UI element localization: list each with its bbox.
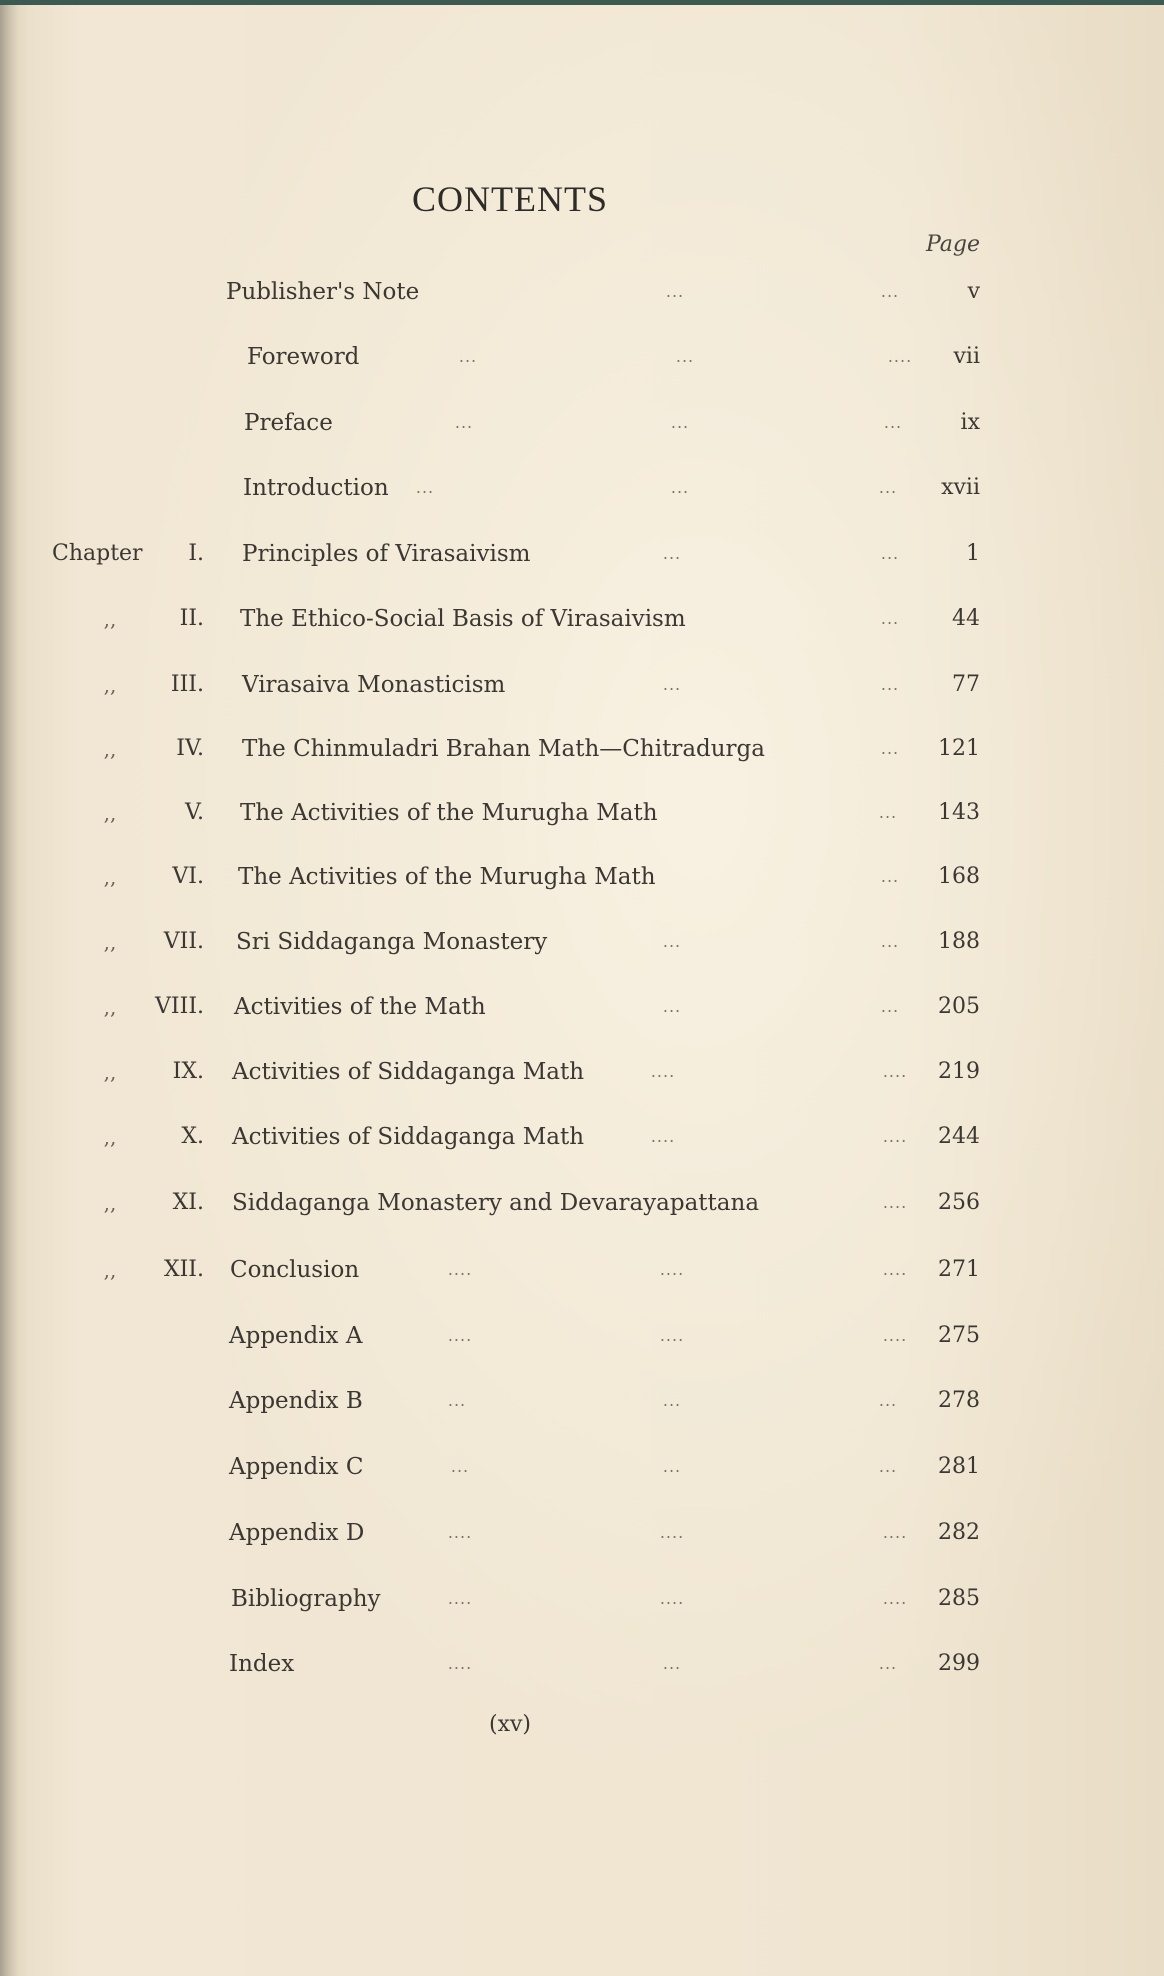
toc-entry-page: 299 (938, 1651, 980, 1676)
dot-leader: .... (650, 1127, 676, 1146)
toc-entry (0, 468, 1164, 508)
dot-leader: ... (670, 413, 690, 432)
toc-entry (0, 403, 1164, 443)
dot-leader: .... (447, 1654, 473, 1673)
toc-entry-title: The Chinmuladri Brahan Math—Chitradurga (242, 736, 765, 762)
dot-leader: ... (662, 1457, 682, 1476)
dot-leader: ... (883, 413, 903, 432)
dot-leader: ... (878, 1654, 898, 1673)
toc-entry-title: The Activities of the Murugha Math (240, 800, 658, 826)
dot-leader: ... (458, 347, 478, 366)
dot-leader: ... (665, 282, 685, 301)
toc-entry-title: Index (229, 1651, 295, 1677)
chapter-number: X. (181, 1124, 204, 1149)
toc-entry-page: 1 (966, 541, 980, 566)
toc-entry (0, 1316, 1164, 1356)
dot-leader: .... (882, 1127, 908, 1146)
toc-entry (0, 1052, 1164, 1092)
ditto-mark: ,, (103, 1060, 117, 1084)
toc-entry-page: 275 (938, 1323, 980, 1348)
toc-entry-title: Publisher's Note (226, 279, 420, 305)
toc-entry-page: 271 (938, 1257, 980, 1282)
dot-leader: ... (880, 932, 900, 951)
ditto-mark: ,, (103, 930, 117, 954)
toc-entry (0, 1381, 1164, 1421)
toc-entry-page: ix (960, 410, 980, 435)
ditto-mark: ,, (103, 607, 117, 631)
chapter-number: VI. (172, 864, 204, 889)
dot-leader: ... (415, 478, 435, 497)
dot-leader: .... (882, 1523, 908, 1542)
dot-leader: ... (878, 1391, 898, 1410)
toc-entry (0, 1644, 1164, 1684)
dot-leader: ... (454, 413, 474, 432)
toc-entry-title: Principles of Virasaivism (242, 541, 531, 567)
dot-leader: .... (887, 347, 913, 366)
dot-leader: .... (650, 1062, 676, 1081)
toc-entry (0, 1447, 1164, 1487)
toc-entry (0, 1250, 1164, 1290)
chapter-number: IV. (176, 736, 204, 761)
toc-entry-page: 77 (952, 672, 980, 697)
toc-entry-title: Siddaganga Monastery and Devarayapattana (232, 1190, 760, 1216)
toc-entry-title: Bibliography (231, 1586, 381, 1612)
toc-entry (0, 987, 1164, 1027)
dot-leader: ... (880, 997, 900, 1016)
chapter-number: XI. (172, 1190, 204, 1215)
dot-leader: ... (878, 478, 898, 497)
toc-entry (0, 665, 1164, 705)
toc-entry-page: vii (953, 344, 980, 369)
chapter-number: V. (184, 800, 204, 825)
dot-leader: ... (880, 609, 900, 628)
dot-leader: ... (662, 932, 682, 951)
toc-entry-title: Activities of Siddaganga Math (232, 1124, 585, 1150)
toc-entry-title: Foreword (247, 344, 360, 370)
dot-leader: ... (662, 997, 682, 1016)
ditto-mark: ,, (103, 865, 117, 889)
dot-leader: .... (659, 1523, 685, 1542)
dot-leader: ... (880, 282, 900, 301)
dot-leader: ... (880, 544, 900, 563)
dot-leader: ... (670, 478, 690, 497)
toc-entry-page: 244 (938, 1124, 980, 1149)
toc-entry (0, 922, 1164, 962)
dot-leader: ... (878, 803, 898, 822)
ditto-mark: ,, (103, 673, 117, 697)
dot-leader: .... (659, 1260, 685, 1279)
dot-leader: ... (447, 1391, 467, 1410)
toc-entry (0, 857, 1164, 897)
dot-leader: ... (662, 675, 682, 694)
chapter-number: II. (179, 606, 204, 631)
dot-leader: .... (447, 1589, 473, 1608)
toc-entry (0, 337, 1164, 377)
toc-entry (0, 1183, 1164, 1223)
toc-entry (0, 1579, 1164, 1619)
chapter-number: III. (170, 672, 204, 697)
toc-entry-page: 143 (938, 800, 980, 825)
toc-entry (0, 729, 1164, 769)
toc-entry-title: Activities of the Math (234, 994, 486, 1020)
toc-entry-page: 256 (938, 1190, 980, 1215)
dot-leader: ... (675, 347, 695, 366)
toc-entry-title: Preface (244, 410, 333, 436)
toc-entry (0, 272, 1164, 312)
dot-leader: ... (880, 675, 900, 694)
chapter-number: VIII. (155, 994, 204, 1019)
toc-entry-page: 281 (938, 1454, 980, 1479)
dot-leader: .... (882, 1326, 908, 1345)
toc-entry-title: Appendix A (229, 1323, 363, 1349)
toc-entry-title: The Ethico-Social Basis of Virasaivism (240, 606, 686, 632)
chapter-number: I. (188, 541, 204, 566)
toc-entry-page: 188 (938, 929, 980, 954)
chapter-number: VII. (163, 929, 204, 954)
toc-entry-title: Conclusion (230, 1257, 360, 1283)
toc-entry-page: 168 (938, 864, 980, 889)
dot-leader: ... (880, 739, 900, 758)
ditto-mark: ,, (103, 801, 117, 825)
toc-entry-page: 219 (938, 1059, 980, 1084)
dot-leader: ... (662, 1654, 682, 1673)
toc-entry-page: 278 (938, 1388, 980, 1413)
toc-entry-page: 285 (938, 1586, 980, 1611)
page-folio: (xv) (488, 1712, 531, 1737)
toc-entry-page: 44 (952, 606, 980, 631)
dot-leader: .... (882, 1062, 908, 1081)
dot-leader: .... (882, 1193, 908, 1212)
toc-entry-title: Appendix D (229, 1520, 365, 1546)
ditto-mark: ,, (103, 1125, 117, 1149)
page-top-edge (0, 0, 1164, 5)
chapter-label: Chapter (52, 541, 143, 566)
contents-heading: CONTENTS (412, 179, 608, 219)
toc-entry-title: Appendix C (229, 1454, 364, 1480)
dot-leader: .... (447, 1260, 473, 1279)
dot-leader: .... (882, 1589, 908, 1608)
toc-entry-title: The Activities of the Murugha Math (238, 864, 656, 890)
dot-leader: ... (880, 867, 900, 886)
ditto-mark: ,, (103, 1191, 117, 1215)
chapter-number: XII. (163, 1257, 204, 1282)
chapter-number: IX. (172, 1059, 204, 1084)
toc-entry-page: v (967, 279, 980, 304)
toc-entry (0, 1513, 1164, 1553)
toc-entry-title: Sri Siddaganga Monastery (236, 929, 548, 955)
ditto-mark: ,, (103, 995, 117, 1019)
toc-entry (0, 534, 1164, 574)
toc-entry-page: 282 (938, 1520, 980, 1545)
ditto-mark: ,, (103, 737, 117, 761)
dot-leader: ... (662, 544, 682, 563)
toc-entry-page: 121 (938, 736, 980, 761)
dot-leader: ... (662, 1391, 682, 1410)
toc-entry-title: Virasaiva Monasticism (242, 672, 506, 698)
toc-entry-page: 205 (938, 994, 980, 1019)
toc-entry-title: Activities of Siddaganga Math (232, 1059, 585, 1085)
ditto-mark: ,, (103, 1258, 117, 1282)
toc-entry (0, 1117, 1164, 1157)
dot-leader: ... (450, 1457, 470, 1476)
toc-entry (0, 599, 1164, 639)
toc-entry-page: xvii (941, 475, 980, 500)
toc-entry (0, 793, 1164, 833)
dot-leader: ... (878, 1457, 898, 1476)
dot-leader: .... (659, 1589, 685, 1608)
page-column-label: Page (925, 232, 980, 257)
dot-leader: .... (447, 1326, 473, 1345)
dot-leader: .... (447, 1523, 473, 1542)
toc-entry-title: Appendix B (229, 1388, 363, 1414)
dot-leader: .... (882, 1260, 908, 1279)
toc-entry-title: Introduction (243, 475, 389, 501)
dot-leader: .... (659, 1326, 685, 1345)
